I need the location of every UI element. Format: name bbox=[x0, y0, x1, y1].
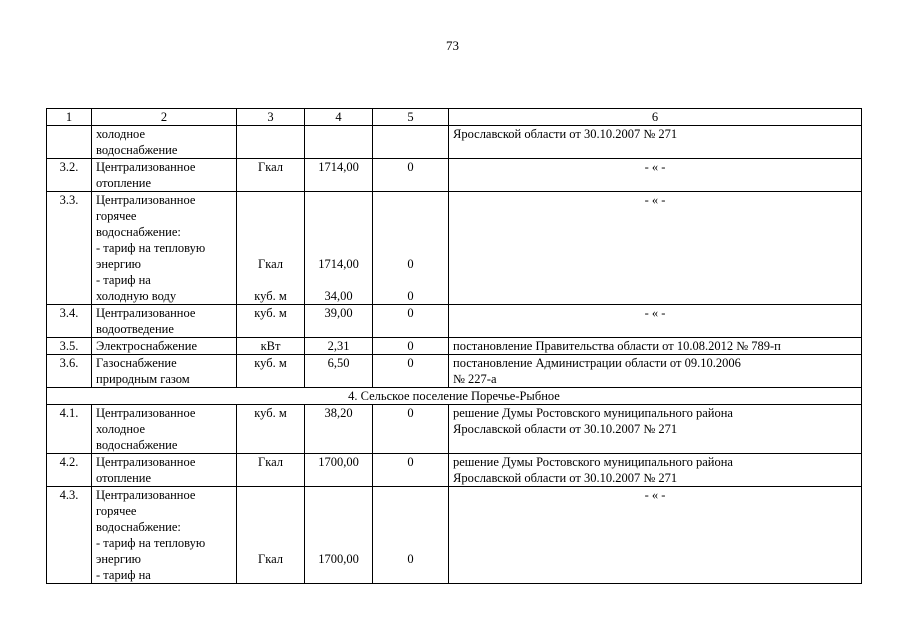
unit-cell bbox=[237, 305, 305, 338]
row-number: 3.4. bbox=[47, 305, 92, 338]
unit-cell bbox=[237, 159, 305, 192]
unit-cell-line: Гкал bbox=[257, 455, 283, 469]
basis-cell bbox=[449, 192, 862, 305]
service-name-line: энергию bbox=[96, 257, 142, 271]
unit-cell-line: Гкал bbox=[257, 257, 283, 271]
col5-cell-line bbox=[377, 567, 444, 583]
row-number bbox=[47, 126, 92, 159]
service-name-line: Централизованное bbox=[96, 306, 196, 320]
value-cell bbox=[305, 159, 373, 192]
service-name-line: водоотведение bbox=[96, 322, 174, 336]
service-name-line: водоснабжение: bbox=[96, 520, 181, 534]
basis-cell bbox=[449, 159, 862, 192]
service-name-line: горячее bbox=[96, 209, 137, 223]
row-number: 4.3. bbox=[47, 487, 92, 584]
service-name-line: отопление bbox=[96, 176, 152, 190]
col5-cell-line: 0 bbox=[407, 289, 414, 303]
unit-cell-line bbox=[241, 487, 300, 503]
basis-cell-line: Ярославской области от 30.10.2007 № 271 bbox=[453, 422, 678, 436]
value-cell-line bbox=[309, 503, 368, 519]
unit-cell bbox=[237, 487, 305, 584]
value-cell-line bbox=[309, 519, 368, 535]
unit-cell bbox=[237, 454, 305, 487]
col5-cell bbox=[373, 454, 449, 487]
section-row bbox=[47, 388, 862, 405]
col5-cell-line: 0 bbox=[407, 552, 414, 566]
col5-cell-line bbox=[377, 535, 444, 551]
service-name-line: природным газом bbox=[96, 372, 190, 386]
col5-cell-line: 0 bbox=[407, 455, 414, 469]
header-cell: 3 bbox=[237, 109, 305, 126]
col5-cell-line bbox=[377, 519, 444, 535]
value-cell-line: 1714,00 bbox=[318, 160, 359, 174]
unit-cell bbox=[237, 338, 305, 355]
service-name-line: энергию bbox=[96, 552, 142, 566]
col5-cell bbox=[373, 305, 449, 338]
table-body bbox=[47, 126, 862, 584]
unit-cell-line: куб. м bbox=[254, 356, 287, 370]
col5-cell bbox=[373, 355, 449, 388]
unit-cell-line bbox=[241, 224, 300, 240]
basis-cell bbox=[449, 454, 862, 487]
unit-cell-line bbox=[241, 567, 300, 583]
col5-cell bbox=[373, 338, 449, 355]
service-name-line: холодное bbox=[96, 127, 145, 141]
value-cell bbox=[305, 192, 373, 305]
basis-cell bbox=[449, 405, 862, 454]
service-name-line: Централизованное bbox=[96, 488, 196, 502]
unit-cell bbox=[237, 192, 305, 305]
value-cell bbox=[305, 126, 373, 159]
basis-cell-line: Ярославской области от 30.10.2007 № 271 bbox=[453, 471, 678, 485]
unit-cell bbox=[237, 126, 305, 159]
service-name bbox=[92, 338, 237, 355]
header-row bbox=[47, 109, 862, 126]
unit-cell-line bbox=[241, 503, 300, 519]
value-cell bbox=[305, 405, 373, 454]
service-name bbox=[92, 159, 237, 192]
value-cell-line bbox=[309, 487, 368, 503]
col5-cell-line bbox=[377, 192, 444, 208]
unit-cell-line: Гкал bbox=[257, 552, 283, 566]
table-row bbox=[47, 305, 862, 338]
unit-cell-line bbox=[241, 192, 300, 208]
table-row bbox=[47, 405, 862, 454]
service-name bbox=[92, 454, 237, 487]
unit-cell-line: кВт bbox=[260, 339, 281, 353]
unit-cell-line: куб. м bbox=[254, 406, 287, 420]
header-cell: 5 bbox=[373, 109, 449, 126]
service-name bbox=[92, 405, 237, 454]
col5-cell-line bbox=[377, 487, 444, 503]
value-cell-line bbox=[309, 240, 368, 256]
service-name-line: Газоснабжение bbox=[96, 356, 177, 370]
service-name-line: холодную воду bbox=[96, 289, 177, 303]
col5-cell-line: 0 bbox=[407, 257, 414, 271]
value-cell bbox=[305, 355, 373, 388]
value-cell bbox=[305, 305, 373, 338]
col5-cell bbox=[373, 159, 449, 192]
col5-cell-line bbox=[377, 503, 444, 519]
header-cell: 4 bbox=[305, 109, 373, 126]
value-cell bbox=[305, 338, 373, 355]
unit-cell-line bbox=[241, 535, 300, 551]
service-name bbox=[92, 305, 237, 338]
basis-cell-line: решение Думы Ростовского муниципального района bbox=[453, 455, 733, 469]
value-cell-line: 38,20 bbox=[324, 406, 353, 420]
header-cell: 2 bbox=[92, 109, 237, 126]
col5-cell bbox=[373, 192, 449, 305]
col5-cell bbox=[373, 487, 449, 584]
unit-cell-line bbox=[241, 519, 300, 535]
unit-cell bbox=[237, 355, 305, 388]
row-number: 3.6. bbox=[47, 355, 92, 388]
col5-cell bbox=[373, 405, 449, 454]
value-cell-line: 6,50 bbox=[327, 356, 350, 370]
value-cell-line: 1700,00 bbox=[318, 552, 359, 566]
service-name-line: Централизованное bbox=[96, 160, 196, 174]
service-name-line: Централизованное bbox=[96, 455, 196, 469]
value-cell-line: 34,00 bbox=[324, 289, 353, 303]
tariff-table bbox=[46, 108, 862, 584]
col5-cell-line: 0 bbox=[407, 339, 414, 353]
value-cell-line bbox=[309, 224, 368, 240]
service-name-line: Централизованное bbox=[96, 406, 196, 420]
basis-cell-line: постановление Администрации области от 09.10.2006 bbox=[453, 356, 741, 370]
service-name bbox=[92, 192, 237, 305]
table-row bbox=[47, 338, 862, 355]
unit-cell-line: Гкал bbox=[257, 160, 283, 174]
table-row bbox=[47, 355, 862, 388]
unit-cell-line: куб. м bbox=[254, 289, 287, 303]
value-cell bbox=[305, 487, 373, 584]
page-number: 73 bbox=[446, 38, 459, 53]
table-row bbox=[47, 159, 862, 192]
header-cell: 1 bbox=[47, 109, 92, 126]
basis-cell-line: - « - bbox=[644, 160, 666, 174]
basis-cell-line: - « - bbox=[644, 306, 666, 320]
value-cell bbox=[305, 454, 373, 487]
row-number: 3.3. bbox=[47, 192, 92, 305]
service-name-line: - тариф на bbox=[96, 273, 151, 287]
basis-cell bbox=[449, 305, 862, 338]
service-name-line: водоснабжение: bbox=[96, 225, 181, 239]
service-name-line: - тариф на тепловую bbox=[96, 241, 206, 255]
service-name bbox=[92, 355, 237, 388]
basis-cell-line: Ярославской области от 30.10.2007 № 271 bbox=[453, 127, 678, 141]
basis-cell-line: - « - bbox=[644, 193, 666, 207]
service-name-line: Электроснабжение bbox=[96, 339, 197, 353]
value-cell-line: 2,31 bbox=[327, 339, 350, 353]
row-number: 3.2. bbox=[47, 159, 92, 192]
table-row bbox=[47, 192, 862, 305]
col5-cell-line bbox=[377, 240, 444, 256]
value-cell-line bbox=[309, 535, 368, 551]
col5-cell-line: 0 bbox=[407, 160, 414, 174]
value-cell-line bbox=[309, 192, 368, 208]
table-row bbox=[47, 487, 862, 584]
service-name-line: - тариф на bbox=[96, 568, 151, 582]
unit-cell bbox=[237, 405, 305, 454]
unit-cell-line: куб. м bbox=[254, 306, 287, 320]
section-title: 4. Сельское поселение Поречье-Рыбное bbox=[47, 388, 862, 405]
header-cell: 6 bbox=[449, 109, 862, 126]
service-name-line: Централизованное bbox=[96, 193, 196, 207]
col5-cell-line: 0 bbox=[407, 356, 414, 370]
service-name-line: водоснабжение bbox=[96, 143, 178, 157]
value-cell-line: 1714,00 bbox=[318, 257, 359, 271]
basis-cell bbox=[449, 338, 862, 355]
unit-cell-line bbox=[241, 208, 300, 224]
unit-cell-line bbox=[241, 272, 300, 288]
row-number: 3.5. bbox=[47, 338, 92, 355]
value-cell-line: 39,00 bbox=[324, 306, 353, 320]
col5-cell-line bbox=[377, 224, 444, 240]
service-name-line: отопление bbox=[96, 471, 152, 485]
value-cell-line bbox=[309, 208, 368, 224]
basis-cell-line: - « - bbox=[644, 488, 666, 502]
value-cell-line bbox=[309, 567, 368, 583]
col5-cell-line bbox=[377, 272, 444, 288]
col5-cell-line: 0 bbox=[407, 306, 414, 320]
row-number: 4.1. bbox=[47, 405, 92, 454]
service-name bbox=[92, 126, 237, 159]
value-cell-line bbox=[309, 272, 368, 288]
col5-cell-line: 0 bbox=[407, 406, 414, 420]
basis-cell-line: решение Думы Ростовского муниципального района bbox=[453, 406, 733, 420]
service-name-line: - тариф на тепловую bbox=[96, 536, 206, 550]
service-name-line: холодное bbox=[96, 422, 145, 436]
basis-cell bbox=[449, 126, 862, 159]
service-name bbox=[92, 487, 237, 584]
unit-cell-line bbox=[241, 240, 300, 256]
basis-cell-line: постановление Правительства области от 10.08.2012 № 789-п bbox=[453, 339, 781, 353]
table-row bbox=[47, 454, 862, 487]
basis-cell-line: № 227-а bbox=[453, 372, 497, 386]
service-name-line: горячее bbox=[96, 504, 137, 518]
basis-cell bbox=[449, 355, 862, 388]
basis-cell bbox=[449, 487, 862, 584]
col5-cell-line bbox=[377, 208, 444, 224]
table-row bbox=[47, 126, 862, 159]
service-name-line: водоснабжение bbox=[96, 438, 178, 452]
value-cell-line: 1700,00 bbox=[318, 455, 359, 469]
row-number: 4.2. bbox=[47, 454, 92, 487]
col5-cell bbox=[373, 126, 449, 159]
